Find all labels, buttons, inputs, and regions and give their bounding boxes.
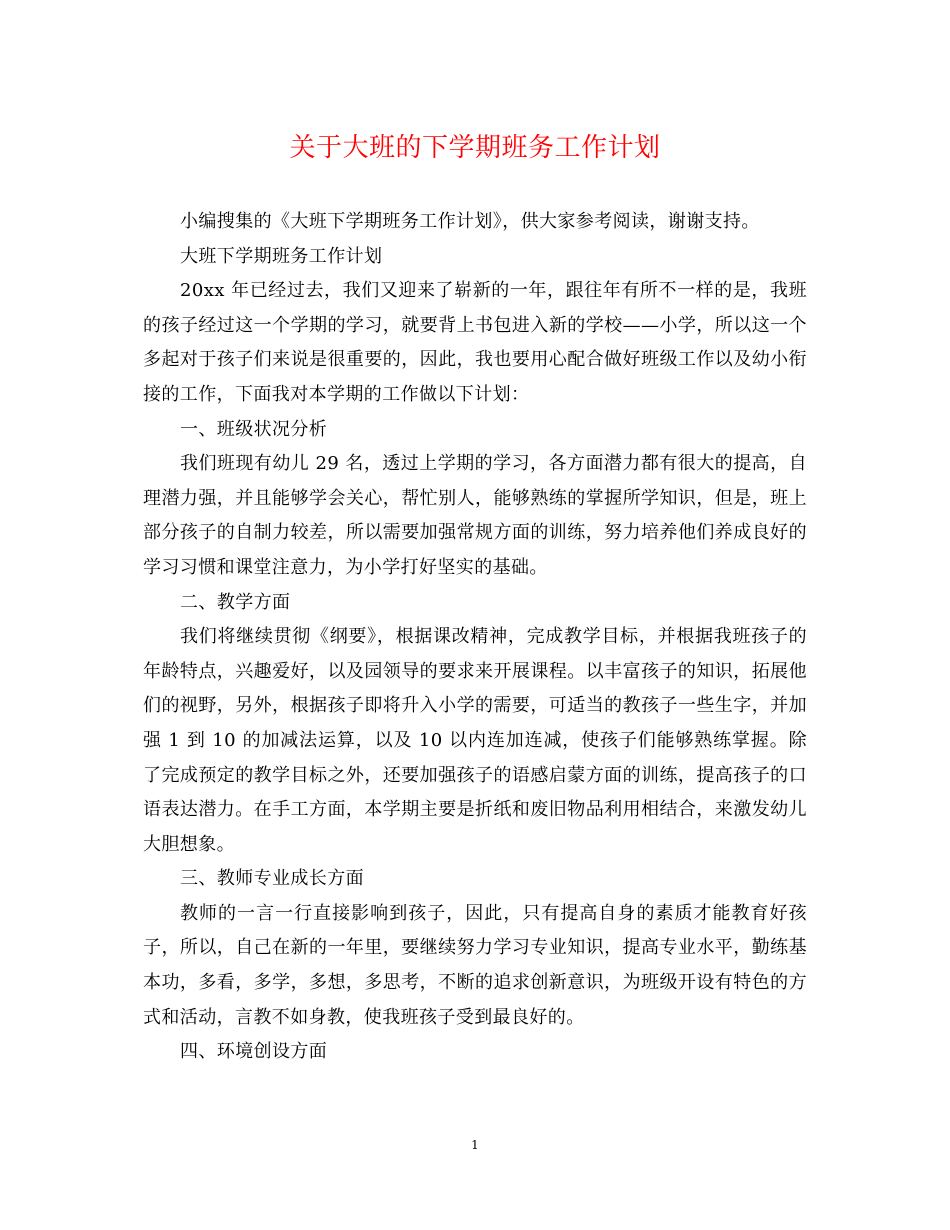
section-heading-environment: 四、环境创设方面 [180, 1041, 328, 1063]
plan-heading: 大班下学期班务工作计划 [180, 245, 383, 267]
opening-paragraph: 20xx 年已经过去，我们又迎来了崭新的一年，跟往年有所不一样的是，我班的孩子经过这一个学期的学习，就要背上书包进入新的学校——小学，所以这一个多起对于孩子们来说是很重要的，因此，我也要用心配合做好班级工作以及幼小衔接的工作，下面我对本学期的工作做以下计划： [143, 280, 807, 405]
page-number: 1 [471, 1138, 479, 1152]
teaching-paragraph: 我们将继续贯彻《纲要》，根据课改精神，完成教学目标，并根据我班孩子的年龄特点，兴趣爱好，以及园领导的要求来开展课程。以丰富孩子的知识，拓展他们的视野，另外，根据孩子即将升入小学的需要，可适当的教孩子一些生字，并加强 1 到 10 的加减法运算，以及 10 以内连加连减，使孩子们能够熟练掌握。除了完成预定的教学目标之外，还要加强孩子的语感启蒙方面的训练，提高孩子的口语表达潜力。在手工方面，本学期主要是折纸和废旧物品利用相结合，来激发幼儿大胆想象。 [143, 626, 807, 855]
section-heading-class-status: 一、班级状况分析 [180, 418, 328, 440]
section-heading-teacher-growth: 三、教师专业成长方面 [180, 868, 364, 890]
section-heading-teaching: 二、教学方面 [180, 591, 291, 613]
document-title: 关于大班的下学期班务工作计划 [289, 133, 661, 163]
class-status-paragraph: 我们班现有幼儿 29 名，透过上学期的学习，各方面潜力都有很大的提高，自理潜力强，并且能够学会关心，帮忙别人，能够熟练的掌握所学知识，但是，班上部分孩子的自制力较差，所以需要加强常规方面的训练，努力培养他们养成良好的学习习惯和课堂注意力，为小学打好坚实的基础。 [143, 453, 807, 578]
teacher-growth-paragraph: 教师的一言一行直接影响到孩子，因此，只有提高自身的素质才能教育好孩子，所以，自己在新的一年里，要继续努力学习专业知识，提高专业水平，勤练基本功，多看，多学，多想，多思考，不断的追求创新意识，为班级开设有特色的方式和活动，言教不如身教，使我班孩子受到最良好的。 [143, 902, 807, 1028]
intro-paragraph: 小编搜集的《大班下学期班务工作计划》，供大家参考阅读，谢谢支持。 [180, 211, 760, 232]
document-body [143, 205, 807, 1070]
